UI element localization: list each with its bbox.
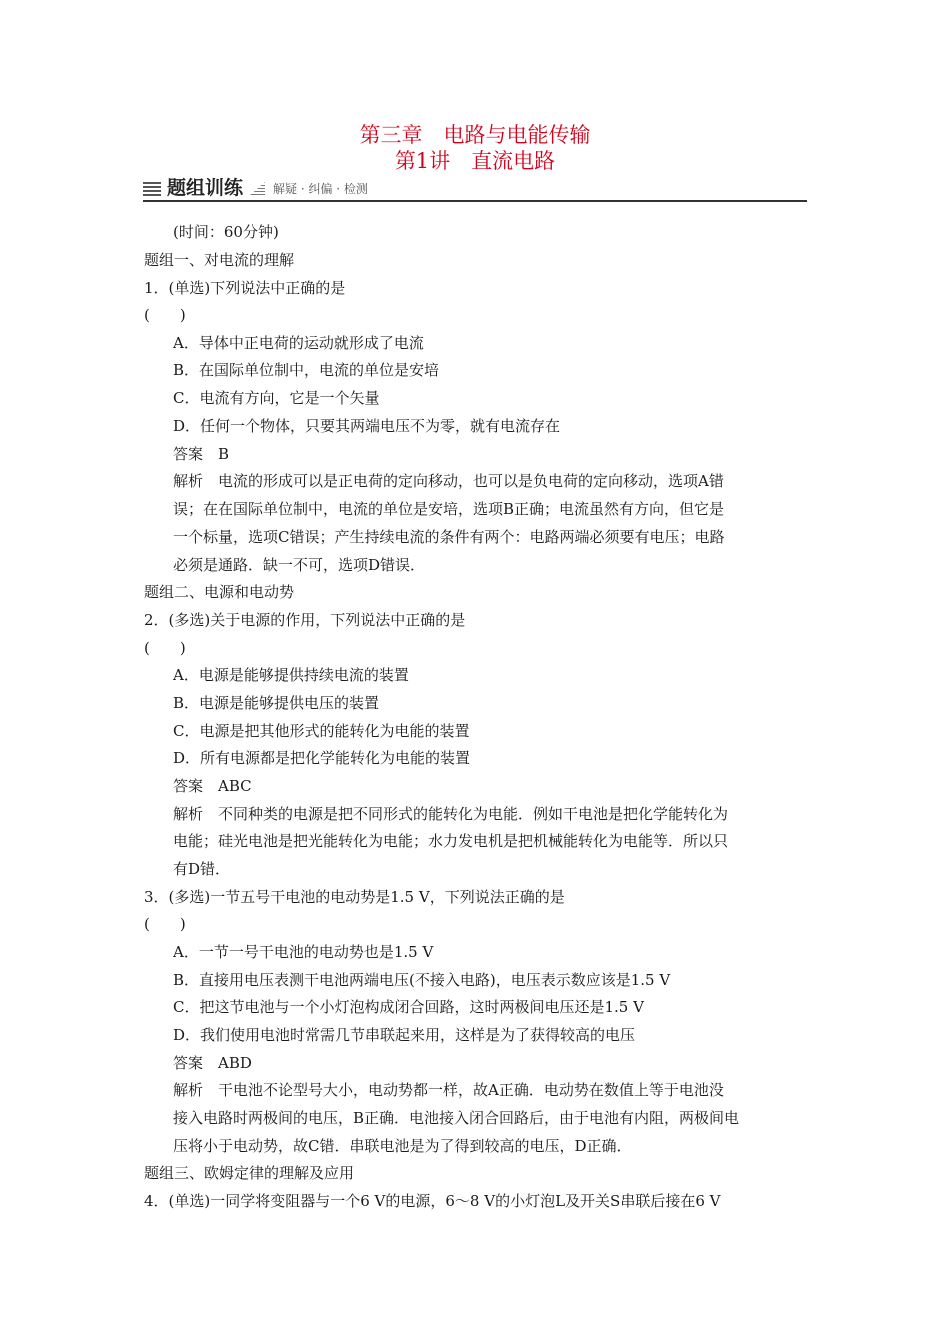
- option-b: B．电源是能够提供电压的装置: [173, 694, 380, 712]
- answer-bracket: ( ): [144, 915, 186, 933]
- chapter-title: 第三章 电路与电能传输: [359, 123, 591, 147]
- time-note: (时间：60分钟): [173, 223, 279, 241]
- question-stem: 2．(多选)关于电源的作用，下列说法中正确的是: [144, 611, 466, 629]
- option-c: C．电流有方向，它是一个矢量: [173, 389, 380, 407]
- analysis-line: 解析 不同种类的电源是把不同形式的能转化为电能．例如干电池是把化学能转化为: [173, 805, 729, 823]
- lecture-title: 第1讲 直流电路: [394, 149, 556, 173]
- option-a: A．一节一号干电池的电动势也是1.5 V: [173, 943, 434, 961]
- group-heading: 题组二、电源和电动势: [144, 583, 295, 601]
- option-b: B．在国际单位制中，电流的单位是安培: [173, 361, 440, 379]
- analysis-line: 压将小于电动势，故C错．串联电池是为了得到较高的电压，D正确．: [173, 1137, 632, 1155]
- option-a: A．电源是能够提供持续电流的装置: [173, 666, 409, 684]
- analysis-line: 解析 干电池不论型号大小，电动势都一样，故A正确．电动势在数值上等于电池没: [173, 1081, 724, 1099]
- analysis-line: 解析 电流的形成可以是正电荷的定向移动，也可以是负电荷的定向移动，选项A错: [173, 472, 724, 490]
- option-a: A．导体中正电荷的运动就形成了电流: [173, 334, 424, 352]
- answer-line: 答案 ABD: [173, 1054, 252, 1072]
- option-d: D．我们使用电池时常需几节串联起来用，这样是为了获得较高的电压: [173, 1026, 636, 1044]
- analysis-line: 有D错．: [173, 860, 231, 878]
- analysis-line: 误；在在国际单位制中，电流的单位是安培，选项B正确；电流虽然有方向，但它是: [173, 500, 725, 518]
- banner-rule: [143, 200, 807, 202]
- question-stem: 3．(多选)一节五号干电池的电动势是1.5 V，下列说法正确的是: [144, 888, 565, 906]
- question-stem: 4．(单选)一同学将变阻器与一个6 V的电源，6～8 V的小灯泡L及开关S串联后接在6 V: [144, 1192, 721, 1210]
- section-banner: [143, 176, 807, 204]
- group-heading: 题组一、对电流的理解: [144, 251, 295, 269]
- analysis-line: 接入电路时两极间的电压，B正确．电池接入闭合回路后，由于电池有内阻，两极间电: [173, 1109, 740, 1127]
- option-c: C．电源是把其他形式的能转化为电能的装置: [173, 722, 470, 740]
- answer-bracket: ( ): [144, 306, 186, 324]
- analysis-line: 一个标量，选项C错误；产生持续电流的条件有两个：电路两端必须要有电压；电路: [173, 528, 725, 546]
- analysis-line: 电能；硅光电池是把光能转化为电能；水力发电机是把机械能转化为电能等．所以只: [173, 832, 729, 850]
- stripe-icon: [143, 182, 161, 196]
- answer-line: 答案 ABC: [173, 777, 252, 795]
- question-stem: 1．(单选)下列说法中正确的是: [144, 279, 346, 297]
- option-d: D．任何一个物体，只要其两端电压不为零，就有电流存在: [173, 417, 561, 435]
- analysis-line: 必须是通路．缺一不可，选项D错误．: [173, 556, 426, 574]
- banner-label: 题组训练: [167, 177, 244, 199]
- answer-bracket: ( ): [144, 639, 186, 657]
- option-c: C．把这节电池与一个小灯泡构成闭合回路，这时两极间电压还是1.5 V: [173, 998, 644, 1016]
- group-heading: 题组三、欧姆定律的理解及应用: [144, 1164, 355, 1182]
- banner-subtitle: 解疑 · 纠偏 · 检测: [273, 182, 368, 196]
- answer-line: 答案 B: [173, 445, 230, 463]
- triangle-icon: [249, 182, 265, 196]
- option-b: B．直接用电压表测干电池两端电压(不接入电路)，电压表示数应该是1.5 V: [173, 971, 671, 989]
- option-d: D．所有电源都是把化学能转化为电能的装置: [173, 749, 471, 767]
